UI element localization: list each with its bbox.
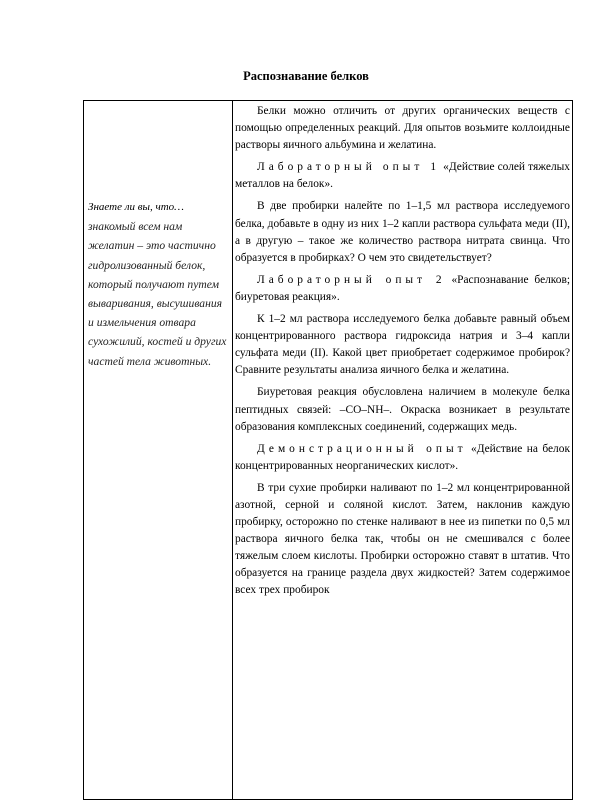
sidebar-note — [88, 198, 228, 371]
main-text — [235, 103, 570, 605]
intro-paragraph: Белки можно отличить от других органических веществ с помощью определенных реакций. Для опытов возьмите коллоидные растворы яичного альбумина и желатина. — [235, 105, 570, 152]
demo-experiment-body: В три сухие пробирки наливают по 1–2 мл концентрированной азотной, серной и соляной кислот. Затем, наклонив каждую пробирку, осторожно по стенке наливают в нее из пипетки по 0,5 мл раствора яичного белка так, чтобы он не смешивался с более тяжелым слоем кислоты. Пробирки осторожно ставят в штатив. Что образуется на границе раздела двух жидкостей? Затем содержимое всех трех пробирок — [235, 481, 570, 597]
page-title: Распознавание белков — [243, 69, 369, 83]
demo-experiment-label: Демонстрационный опыт — [257, 442, 467, 455]
lab-experiment-1-title: «Действие солей тяжелых металлов на белок». — [235, 161, 570, 191]
column-divider — [232, 101, 233, 799]
content-table — [83, 100, 573, 800]
lab-experiment-2-label: Лабораторный опыт 2 — [257, 273, 446, 286]
lab-experiment-1-label: Лабораторный опыт 1 — [257, 161, 441, 174]
sidebar-header: Знаете ли вы, что… — [88, 201, 184, 213]
lab-experiment-1-body: В две пробирки налейте по 1–1,5 мл раствора исследуемого белка, добавьте в одну из них 1–2 капли раствора сульфата меди (II), а в другую – такое же количество раствора нитрата свинца. Что образуется в пробирках? О чем это свидетельствует? — [235, 200, 570, 264]
demo-experiment-title: «Действие на белок концентрированных неорганических кислот». — [235, 442, 570, 472]
lab-experiment-2-title: «Распознавание белков; биуретовая реакция». — [235, 273, 570, 303]
lab-experiment-1-heading — [235, 159, 570, 193]
biuret-explanation: Биуретовая реакция обусловлена наличием в молекуле белка пептидных связей: –CO–NH–. Окраска возникает в результате образования комплексных соединений, содержащих медь. — [235, 386, 570, 433]
lab-experiment-2-body: К 1–2 мл раствора исследуемого белка добавьте равный объем концентрированного раствора гидроксида натрия и 3–4 капли сульфата меди (II). Какой цвет приобретает содержимое пробирок? Сравните результаты анализа яичного белка и желатина. — [235, 313, 570, 377]
lab-experiment-2-heading — [235, 272, 570, 306]
demo-experiment-heading — [235, 441, 570, 475]
sidebar-text: знакомый всем нам желатин – это частично гидролизованный белок, который получают путем вываривания, высушивания и измельчения отвара сухожилий, костей и других частей тела животных. — [88, 220, 227, 368]
